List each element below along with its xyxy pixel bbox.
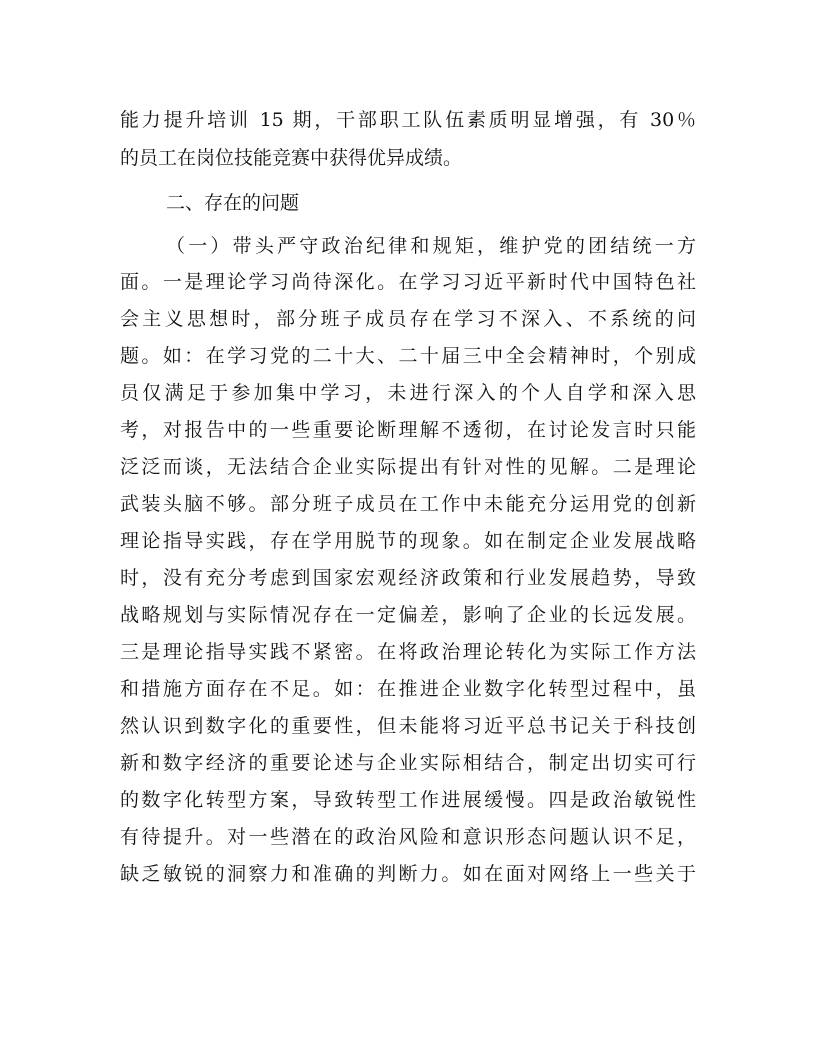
section-heading: 二、存在的问题 — [166, 192, 300, 214]
body-text-line: 面。一是理论学习尚待深化。在学习习近平新时代中国特色社 — [120, 271, 696, 293]
body-text-line: 员仅满足于参加集中学习，未进行深入的个人自学和深入思 — [120, 382, 696, 404]
body-text-line: 泛泛而谈，无法结合企业实际提出有针对性的见解。二是理论 — [120, 456, 696, 478]
body-text-line: 理论指导实践，存在学用脱节的现象。如在制定企业发展战略 — [120, 530, 696, 552]
body-text-line: 三是理论指导实践不紧密。在将政治理论转化为实际工作方法 — [120, 641, 696, 663]
body-text-line: 战略规划与实际情况存在一定偏差，影响了企业的长远发展。 — [120, 604, 696, 626]
body-text-line: 的员工在岗位技能竞赛中获得优异成绩。 — [120, 147, 463, 169]
body-text-line: 新和数字经济的重要论述与企业实际相结合，制定出切实可行 — [120, 752, 696, 774]
body-text-line: 题。如：在学习党的二十大、二十届三中全会精神时，个别成 — [120, 345, 696, 367]
body-text-line: 有待提升。对一些潜在的政治风险和意识形态问题认识不足， — [120, 826, 696, 848]
body-text-line: 和措施方面存在不足。如：在推进企业数字化转型过程中，虽 — [120, 678, 696, 700]
body-text-line: 武装头脑不够。部分班子成员在工作中未能充分运用党的创新 — [120, 493, 696, 515]
body-text-line: 缺乏敏锐的洞察力和准确的判断力。如在面对网络上一些关于 — [120, 863, 696, 885]
body-text-line: 考，对报告中的一些重要论断理解不透彻，在讨论发言时只能 — [120, 419, 696, 441]
body-text-line: 然认识到数字化的重要性，但未能将习近平总书记关于科技创 — [120, 715, 696, 737]
body-text-line: 能力提升培训 15 期，干部职工队伍素质明显增强，有 30％ — [120, 109, 696, 131]
body-text-line: 的数字化转型方案，导致转型工作进展缓慢。四是政治敏锐性 — [120, 789, 696, 811]
body-text-line: 会主义思想时，部分班子成员存在学习不深入、不系统的问 — [120, 308, 696, 330]
body-text-line: 时，没有充分考虑到国家宏观经济政策和行业发展趋势，导致 — [120, 567, 696, 589]
subsection-heading-line: （一）带头严守政治纪律和规矩，维护党的团结统一方 — [166, 235, 696, 257]
